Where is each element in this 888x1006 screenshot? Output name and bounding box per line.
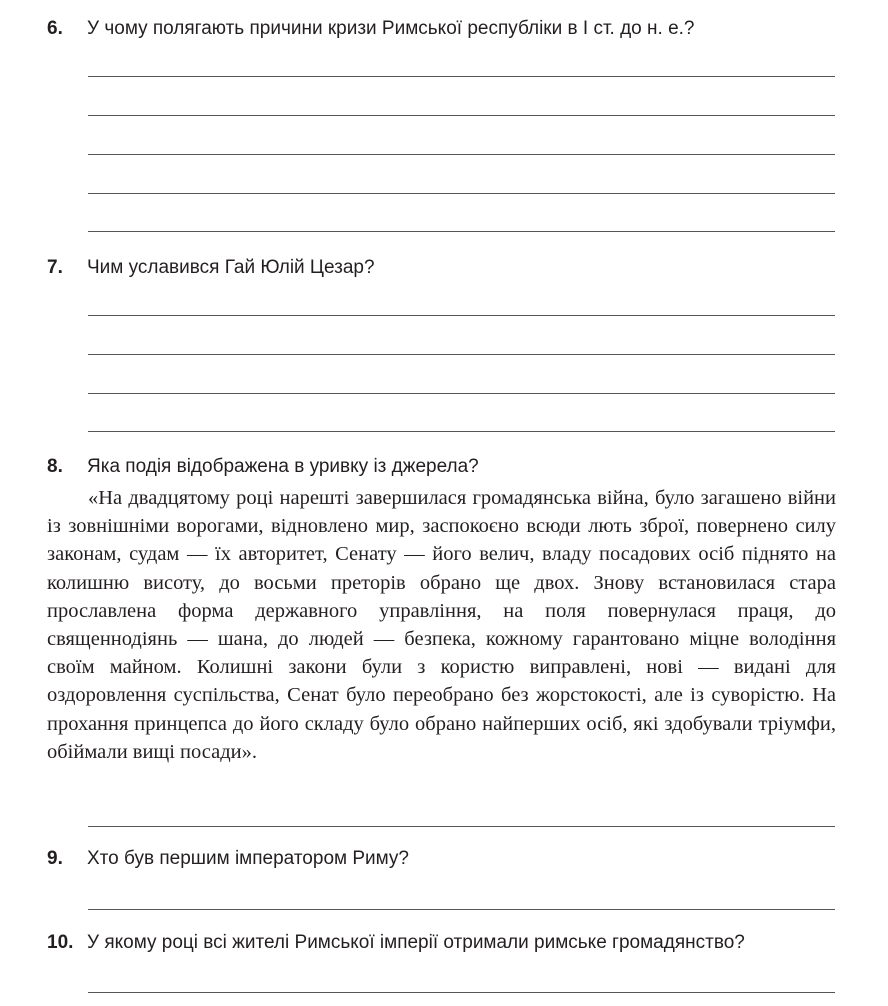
answer-line[interactable] (88, 909, 835, 910)
answer-line[interactable] (88, 992, 835, 993)
answer-line[interactable] (88, 354, 835, 355)
question-number: 9. (47, 848, 63, 869)
question-number: 10. (47, 932, 74, 953)
answer-line[interactable] (88, 315, 835, 316)
question-8 (47, 455, 479, 479)
answer-line[interactable] (88, 115, 835, 116)
question-number: 8. (47, 456, 63, 477)
question-number: 6. (47, 18, 63, 39)
question-text: У якому році всі жителі Римської імперії отримали римське громадянство? (87, 932, 745, 953)
answer-line[interactable] (88, 154, 835, 155)
question-number: 7. (47, 257, 63, 278)
question-10 (47, 931, 745, 955)
answer-line[interactable] (88, 231, 835, 232)
question-text: Хто був першим імператором Риму? (87, 848, 409, 869)
question-7 (47, 256, 375, 280)
question-9 (47, 847, 409, 871)
answer-line[interactable] (88, 76, 835, 77)
question-6 (47, 17, 695, 41)
question-text: Чим уславився Гай Юлій Цезар? (87, 257, 375, 278)
answer-line[interactable] (88, 826, 835, 827)
source-excerpt: «На двадцятому році нарешті завершилася громадянська війна, було загашено війни із зовнішніми ворогами, відновлено мир, заспокоєно всюди лють зброї, повернено силу законам, судам — їх авторитет, Сенату — його велич, владу посадових осіб піднято на колишню висоту, до восьми преторів обрано ще двох. Знову встановилася стара прославлена форма державного управління, на поля повернулася праця, до священнодіянь — шана, до людей — безпека, кожному гарантовано міцне володіння своїм майном. Колишні закони були з користю виправлені, нові — видані для оздоровлення суспільства, Сенат було переобрано без жорстокості, але із суворістю. На прохання принцепса до його складу було обрано найперших осіб, які здобували тріумфи, обіймали вищі посади». (47, 487, 836, 763)
answer-line[interactable] (88, 431, 835, 432)
question-text: Яка подія відображена в уривку із джерела? (87, 456, 479, 477)
question-text: У чому полягають причини кризи Римської республіки в І ст. до н. е.? (87, 18, 695, 39)
answer-line[interactable] (88, 193, 835, 194)
answer-line[interactable] (88, 393, 835, 394)
